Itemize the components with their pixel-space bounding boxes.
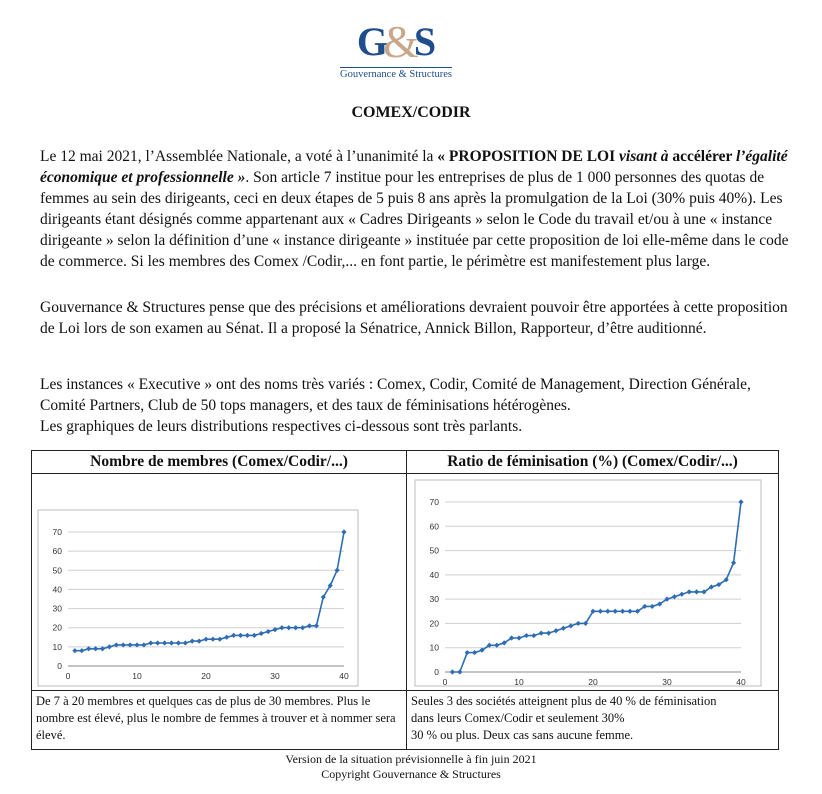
chart-header-members: Nombre de membres (Comex/Codir/...) xyxy=(32,451,407,474)
p1-law-name-6: professionnelle » xyxy=(132,169,246,186)
logo xyxy=(336,18,456,82)
logo-subtitle: Gouvernance & Structures xyxy=(340,69,452,80)
paragraph-senate: Gouvernance & Structures pense que des précisions et améliorations devraient pouvoir être apportées à cette proposition de Loi lors de son examen au Sénat. Il a proposé la Sénatrice, Annick Billon, Rapporteur, d’être auditionné. xyxy=(40,299,788,337)
footer-version: Version de la situation prévisionnelle à fin juin 2021 xyxy=(285,752,537,766)
logo-letter-g: G xyxy=(356,19,388,64)
y-tick-label: 70 xyxy=(52,527,62,537)
caption-members: De 7 à 20 membres et quelques cas de plus de 30 membres. Plus le nombre est élevé, plus le nombre de femmes à trouver et à nommer sera élevé. xyxy=(32,691,407,750)
y-tick-label: 10 xyxy=(52,641,62,652)
x-tick-label: 30 xyxy=(662,677,672,687)
chart-cell-members xyxy=(32,474,407,691)
x-tick-label: 40 xyxy=(736,677,746,687)
caption-feminisation xyxy=(407,691,779,750)
x-tick-label: 40 xyxy=(339,671,349,681)
chart-feminisation xyxy=(407,474,781,690)
paragraph-law-proposal xyxy=(40,146,792,272)
p1-law-name-3: accélérer xyxy=(668,148,736,165)
charts-table xyxy=(31,450,779,750)
chart-header-feminisation: Ratio de féminisation (%) (Comex/Codir/...) xyxy=(407,451,779,474)
y-tick-label: 0 xyxy=(434,667,439,677)
y-tick-label: 30 xyxy=(429,594,439,605)
x-tick-label: 10 xyxy=(514,677,524,687)
chart-frame xyxy=(38,510,358,686)
p1-law-name-5: et xyxy=(121,169,133,186)
caption-feminisation-line-2: dans leurs Comex/Codir et seulement 30% xyxy=(411,711,625,725)
logo-mark xyxy=(336,16,456,67)
p1-law-name-2: visant à xyxy=(619,148,669,165)
y-tick-label: 60 xyxy=(52,546,62,557)
y-tick-label: 40 xyxy=(429,569,439,580)
p1-text-1: Le 12 mai 2021, l’Assemblée Nationale, a voté à l’unanimité la xyxy=(40,148,438,165)
logo-ampersand: & xyxy=(383,16,418,67)
footer xyxy=(0,752,822,782)
logo-letter-s: S xyxy=(413,19,436,64)
y-tick-label: 40 xyxy=(52,584,62,595)
p3-line-1: Les instances « Executive » ont des noms très variés : Comex, Codir, Comité de Management, Direction Générale, Comité Partners, Club de 50 tops managers, et des taux de féminisations hétérogènes. xyxy=(40,376,751,414)
p1-text-2: . Son article 7 institue pour les entreprises de plus de 1 000 personnes des quotas de femmes au sein des dirigeants, ceci en deux étapes de 5 puis 8 ans après la promulgation de la Loi (30% puis 40%). Les dirigeants étant désignés comme appartenant aux « Cadres Dirigeants » selon le Code du travail et/ou à une « instance dirigeante » selon la définition d’une « instance dirigeante » instituée par cette proposition de loi elle-même dans le code de commerce. Si les membres des Comex /Codir,... en font partie, le périmètre est manifestement plus large. xyxy=(40,169,789,270)
x-tick-label: 0 xyxy=(65,671,71,681)
y-tick-label: 10 xyxy=(429,642,439,653)
y-tick-label: 70 xyxy=(429,497,439,507)
p1-law-name-1: « PROPOSITION DE LOI xyxy=(437,148,620,165)
x-tick-label: 0 xyxy=(442,677,448,687)
chart-cell-feminisation xyxy=(407,474,779,691)
paragraph-instances xyxy=(40,374,792,437)
chart-members xyxy=(32,474,406,690)
y-tick-label: 20 xyxy=(429,618,439,629)
y-tick-label: 50 xyxy=(429,545,439,556)
y-tick-label: 30 xyxy=(52,603,62,614)
x-tick-label: 20 xyxy=(588,677,598,687)
y-tick-label: 60 xyxy=(429,521,439,532)
y-tick-label: 50 xyxy=(52,565,62,576)
caption-feminisation-line-1: Seules 3 des sociétés atteignent plus de 40 % de féminisation xyxy=(411,694,717,708)
x-tick-label: 10 xyxy=(132,671,142,681)
y-tick-label: 0 xyxy=(57,661,62,671)
p3-line-2: Les graphiques de leurs distributions respectives ci-dessous sont très parlants. xyxy=(40,418,523,435)
x-tick-label: 20 xyxy=(201,671,211,681)
caption-feminisation-line-3: 30 % ou plus. Deux cas sans aucune femme. xyxy=(411,728,634,742)
y-tick-label: 20 xyxy=(52,622,62,633)
x-tick-label: 30 xyxy=(270,671,280,681)
document-title: COMEX/CODIR xyxy=(351,104,471,121)
footer-copyright: Copyright Gouvernance & Structures xyxy=(321,767,501,781)
p1-law-name-4: l’égalité économique xyxy=(40,148,788,186)
